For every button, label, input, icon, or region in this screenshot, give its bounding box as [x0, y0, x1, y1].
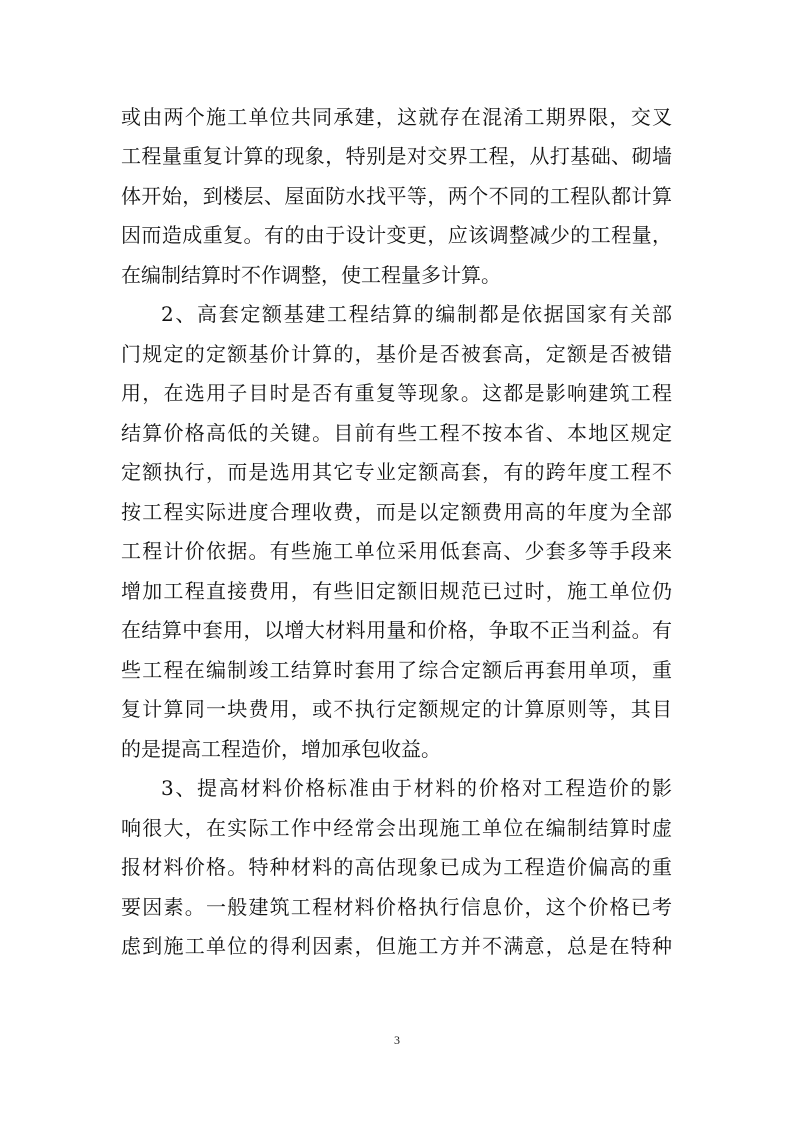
text-line: 在编制结算时不作调整，使工程量多计算。	[121, 263, 501, 287]
page-number: 3	[394, 1033, 400, 1047]
text-line: 工程计价依据。有些施工单位采用低套高、少套多等手段来	[121, 539, 672, 563]
paragraph-heading-line: 2、高套定额基建工程结算的编制都是依据国家有关部	[161, 302, 672, 326]
text-line: 报材料价格。特种材料的高估现象已成为工程造价偏高的重	[121, 855, 672, 879]
text-line: 复计算同一块费用，或不执行定额规定的计算原则等，其目	[121, 697, 672, 721]
text-line: 定额执行，而是选用其它专业定额高套，有的跨年度工程不	[121, 460, 672, 484]
text-line: 工程量重复计算的现象，特别是对交界工程，从打基础、砌墙	[121, 144, 672, 168]
text-line: 用，在选用子目时是否有重复等现象。这都是影响建筑工程	[121, 381, 672, 405]
text-line: 因而造成重复。有的由于设计变更，应该调整减少的工程量，	[121, 223, 672, 247]
text-line: 按工程实际进度合理收费，而是以定额费用高的年度为全部	[121, 500, 672, 524]
text-line: 些工程在编制竣工结算时套用了综合定额后再套用单项，重	[121, 658, 672, 682]
text-line: 体开始，到楼层、屋面防水找平等，两个不同的工程队都计算	[121, 184, 672, 208]
text-line: 要因素。一般建筑工程材料价格执行信息价，这个价格已考	[121, 895, 672, 919]
text-line: 结算价格高低的关键。目前有些工程不按本省、本地区规定	[121, 421, 672, 445]
text-line: 的是提高工程造价，增加承包收益。	[121, 737, 441, 761]
text-line: 在结算中套用，以增大材料用量和价格，争取不正当利益。有	[121, 618, 672, 642]
text-line: 虑到施工单位的得利因素，但施工方并不满意，总是在特种	[121, 934, 672, 958]
text-line: 门规定的定额基价计算的，基价是否被套高，定额是否被错	[121, 342, 672, 366]
paragraph-heading-line: 3、提高材料价格标准由于材料的价格对工程造价的影	[161, 776, 672, 800]
text-line: 响很大，在实际工作中经常会出现施工单位在编制结算时虚	[121, 816, 672, 840]
text-line: 增加工程直接费用，有些旧定额旧规范已过时，施工单位仍	[121, 579, 672, 603]
text-line: 或由两个施工单位共同承建，这就存在混淆工期界限，交叉	[121, 105, 672, 129]
